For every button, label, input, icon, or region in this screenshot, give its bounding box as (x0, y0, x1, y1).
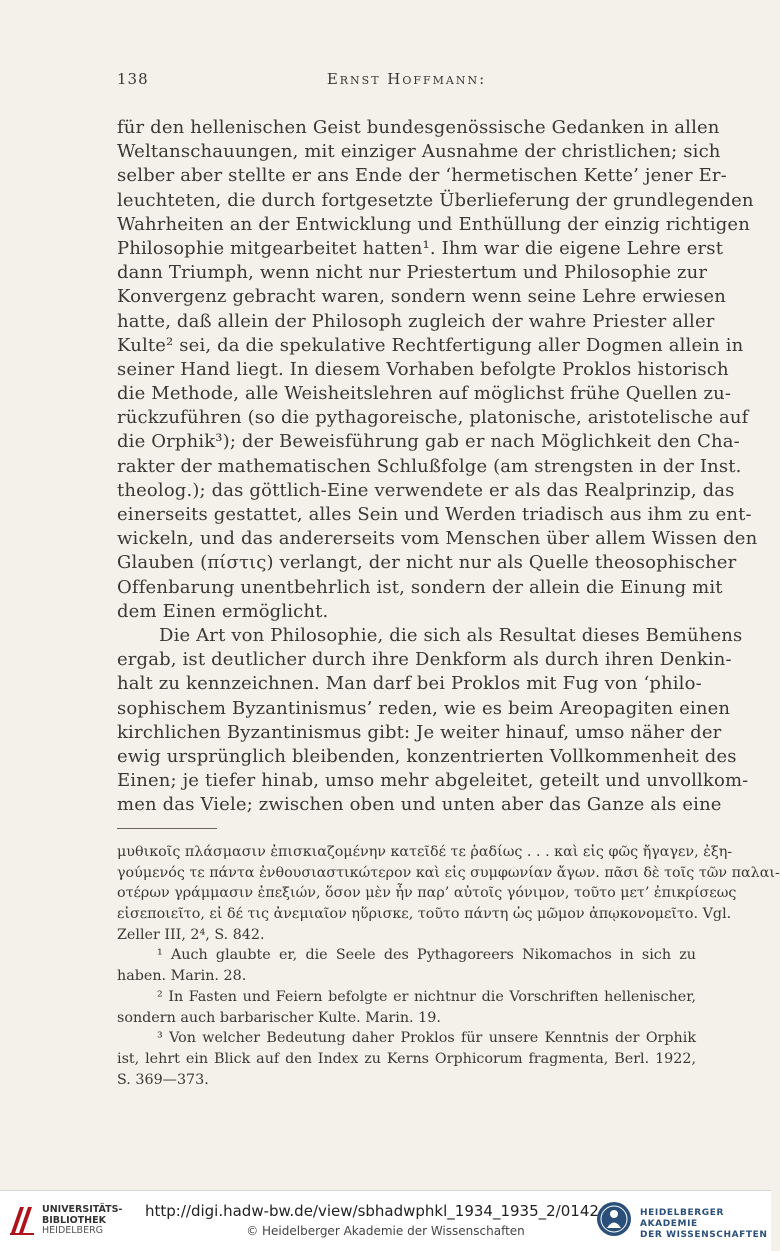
library-name-line: UNIVERSITÄTS- (42, 1204, 123, 1215)
footnote-2: ² In Fasten und Feiern befolgte er nichtnur die Vorschriften hellenischer, (157, 988, 696, 1005)
text-line: men das Viele; zwischen oben und unten aber das Ganze als eine (117, 794, 722, 816)
text-line: Philosophie mitgearbeitet hatten¹. Ihm war die eigene Lehre erst (117, 237, 724, 259)
text-line: selber aber stellte er ans Ende der ‘hermetischen Kette’ jener Er- (117, 165, 727, 187)
footnotes (117, 842, 780, 1090)
text-line: sophischem Byzantinismus’ reden, wie es beim Areopagiten einen (117, 697, 731, 719)
footnote-1: ¹ Auch glaubte er, die Seele des Pythagoreers Nikomachos in sich zu (157, 947, 696, 964)
footnote-line: ist, lehrt ein Blick auf den Index zu Kerns Orphicorum fragmenta, Berl. 1922, (117, 1050, 696, 1067)
footnote-line: sondern auch barbarischer Kulte. Marin. 19. (117, 1009, 441, 1026)
text-line: Offenbarung unentbehrlich ist, sondern der allein die Einung mit (117, 576, 723, 598)
running-head-author: Ernst Hoffmann: (326, 70, 487, 88)
library-name-line: HEIDELBERG (42, 1225, 104, 1236)
academy-seal-icon (596, 1201, 632, 1237)
text-line: kirchlichen Byzantinismus gibt: Je weiter hinauf, umso näher der (117, 721, 722, 743)
footnote-line: οτέρων γράμμασιν ἐπεξιών, ὅσον μὲν ἦν παρ’ αὐτοῖς γόνιμον, τοῦτο μετ’ ἐπικρίσεως (117, 885, 737, 902)
text-line: die Orphik³); der Beweisführung gab er nach Möglichkeit den Cha- (117, 431, 740, 453)
academy-name-line: HEIDELBERGER AKADEMIE (640, 1208, 724, 1229)
footnote-line: εἰσεποιεῖτο, εἰ δέ τις ἀνεμιαῖον ηὕρισκε, τοῦτο πάντη ὡς μῶμον ἀπῳκονομεῖτο. Vgl. (117, 906, 732, 923)
text-line: Weltanschauungen, mit einziger Ausnahme der christlichen; sich (117, 141, 721, 163)
text-line: rückzuführen (so die pythagoreische, platonische, aristotelische auf (117, 407, 749, 429)
text-line: Einen; je tiefer hinab, umso mehr abgeleitet, geteilt und unvollkom- (117, 770, 749, 792)
text-line: halt zu kennzeichnen. Man darf bei Proklos mit Fug von ‘philo- (117, 673, 702, 695)
text-line: Wahrheiten an der Entwicklung und Enthüllung der einzig richtigen (117, 213, 750, 235)
text-line: ergab, ist deutlicher durch ihre Denkform als durch ihren Denkin- (117, 649, 732, 671)
running-head (117, 70, 696, 94)
copyright-notice: © Heidelberger Akademie der Wissenschaften (246, 1224, 525, 1238)
footnote-line: S. 369—373. (117, 1071, 209, 1088)
text-line: rakter der mathematischen Schlußfolge (am strengsten in der Inst. (117, 455, 742, 477)
text-line: hatte, daß allein der Philosoph zugleich der wahre Priester aller (117, 310, 715, 332)
library-name-line: BIBLIOTHEK (42, 1214, 106, 1226)
text-line: theolog.); das göttlich-Eine verwendete er als das Realprinzip, das (117, 479, 735, 501)
footnote-rule (117, 828, 217, 829)
text-line: dem Einen ermöglicht. (117, 600, 329, 622)
text-line: die Methode, alle Weisheitslehren auf möglichst frühe Quellen zu- (117, 383, 732, 405)
page-number: 138 (117, 70, 149, 88)
text-line: leuchteten, die durch fortgesetzte Überlieferung der grundlegenden (117, 189, 754, 211)
text-line: dann Triumph, wenn nicht nur Priestertum und Philosophie zur (117, 262, 708, 284)
text-line: Kulte² sei, da die spekulative Rechtfertigung aller Dogmen allein in (117, 334, 744, 356)
permalink[interactable]: http://digi.hadw-bw.de/view/sbhadwphkl_1934_1935_2/0142 (145, 1202, 599, 1220)
text-line: Glauben (πίστις) verlangt, der nicht nur als Quelle theosophischer (117, 552, 737, 574)
footer-bar (0, 1190, 771, 1251)
footnote-line: haben. Marin. 28. (117, 968, 247, 985)
academy-name (640, 1208, 771, 1241)
footnote-line: μυθικοῖς πλάσμασιν ἐπισκιαζομένην κατεῖδέ τε ῥαδίως . . . καὶ εἰς φῶς ἤγαγεν, ἐξη- (117, 844, 733, 860)
text-line: für den hellenischen Geist bundesgenössische Gedanken in allen (117, 117, 720, 138)
body-text (117, 116, 758, 817)
text-line: wickeln, und das andererseits vom Menschen über allem Wissen den (117, 528, 758, 550)
academy-name-line: DER WISSENSCHAFTEN (640, 1230, 768, 1240)
text-line: Konvergenz gebracht waren, sondern wenn seine Lehre erwiesen (117, 286, 726, 308)
footnote-line: Zeller III, 2⁴, S. 842. (117, 926, 265, 943)
text-line: Die Art von Philosophie, die sich als Resultat dieses Bemühens (159, 624, 743, 646)
text-line: einerseits gestattet, alles Sein und Werden triadisch aus ihm zu ent- (117, 504, 752, 525)
text-line: seiner Hand liegt. In diesem Vorhaben befolgte Proklos historisch (117, 358, 729, 380)
footnote-3: ³ Von welcher Bedeutung daher Proklos für unsere Kenntnis der Orphik (157, 1030, 696, 1047)
footnote-line: γούμενός τε πάντα ἐνθουσιαστικώτερον καὶ εἰς συμφωνίαν ἄγων. πᾶσι δὲ τοῖς τῶν παλαι- (117, 864, 780, 881)
text-line: ewig ursprünglich bleibenden, konzentrierten Vollkommenheit des (117, 745, 737, 767)
